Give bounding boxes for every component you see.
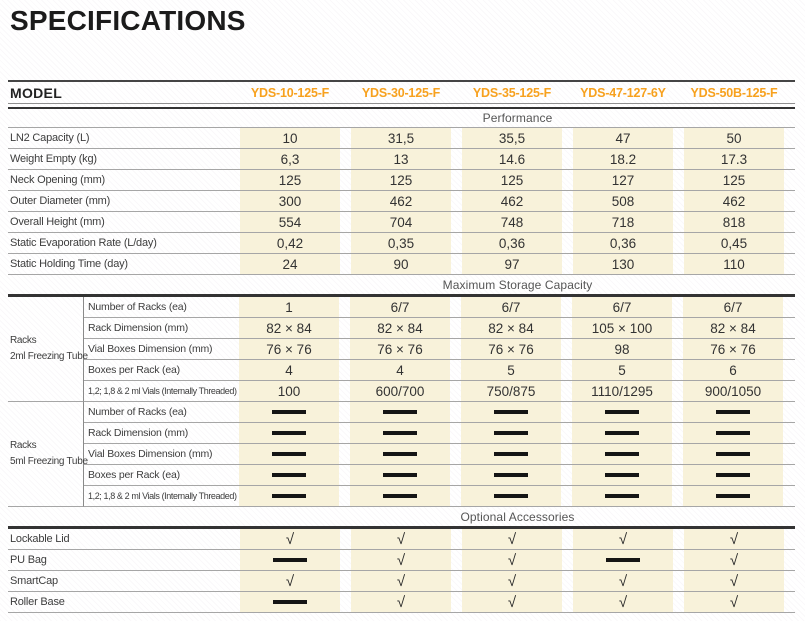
value-cell: 0,42 — [240, 233, 351, 253]
value-cell: 6/7 — [683, 297, 794, 317]
row-label: Rack Dimension (mm) — [88, 322, 189, 334]
value-cell: 4 — [350, 360, 461, 380]
value-cell: 125 — [351, 170, 462, 190]
value-cell — [350, 423, 461, 443]
spec-row — [8, 571, 795, 592]
value-cell: 76 × 76 — [350, 339, 461, 359]
value-cell — [239, 444, 350, 464]
value-cell — [240, 550, 351, 570]
value-cell: 105 × 100 — [572, 318, 683, 338]
model-name: YDS-50B-125-F — [690, 85, 778, 100]
value-cell — [461, 423, 572, 443]
value-cell: 818 — [684, 212, 795, 232]
value-cell: 5 — [572, 360, 683, 380]
value-cell — [351, 571, 462, 591]
dash-mark — [272, 473, 306, 477]
check-mark: √ — [507, 572, 517, 590]
value-cell — [462, 571, 573, 591]
section-header: Optional Accessories — [460, 509, 575, 524]
check-mark: √ — [285, 530, 295, 548]
value-cell — [683, 423, 794, 443]
check-mark: √ — [729, 572, 739, 590]
value-cell — [572, 402, 683, 422]
rack-group-label-line2: 2ml Freezing Tube — [10, 351, 88, 362]
value-cell — [239, 423, 350, 443]
page-title: SPECIFICATIONS — [10, 5, 246, 36]
rack-group — [8, 297, 795, 402]
spec-row — [8, 191, 795, 212]
row-label: 1,2; 1,8 & 2 ml Vials (Internally Threaded) — [88, 491, 237, 501]
dash-mark — [494, 410, 528, 414]
value-cell — [573, 592, 684, 612]
spec-row — [84, 381, 795, 402]
rack-group-label-line1: Racks — [10, 335, 37, 346]
spec-row — [84, 339, 795, 360]
spec-row — [84, 360, 795, 381]
row-label: Number of Racks (ea) — [88, 301, 187, 313]
dash-mark — [383, 431, 417, 435]
rack-group-label — [8, 297, 88, 402]
value-cell: 0,36 — [573, 233, 684, 253]
rack-group-label-line1: Racks — [10, 440, 37, 451]
dash-mark — [383, 452, 417, 456]
row-label: Vial Boxes Dimension (mm) — [88, 448, 213, 460]
value-cell — [683, 465, 794, 485]
model-header-row — [8, 80, 795, 104]
value-cell: 6,3 — [240, 149, 351, 169]
value-cell — [573, 529, 684, 549]
check-mark: √ — [729, 530, 739, 548]
value-cell — [684, 529, 795, 549]
value-cell: 31,5 — [351, 128, 462, 148]
value-cell — [573, 571, 684, 591]
value-cell — [350, 486, 461, 506]
value-cell — [572, 444, 683, 464]
value-cell: 6/7 — [350, 297, 461, 317]
value-cell — [461, 465, 572, 485]
value-cell — [351, 550, 462, 570]
value-cell — [239, 465, 350, 485]
dash-mark — [273, 558, 307, 562]
spec-row — [8, 529, 795, 550]
value-cell: 17.3 — [684, 149, 795, 169]
spec-row — [8, 170, 795, 191]
value-cell: 6/7 — [461, 297, 572, 317]
rack-group-rows — [84, 297, 795, 402]
value-cell: 50 — [684, 128, 795, 148]
dash-mark — [272, 452, 306, 456]
dash-mark — [605, 473, 639, 477]
value-cell: 100 — [239, 381, 350, 401]
dash-mark — [272, 494, 306, 498]
value-cell: 98 — [572, 339, 683, 359]
value-cell — [683, 402, 794, 422]
value-cell: 14.6 — [462, 149, 573, 169]
value-cell — [462, 529, 573, 549]
spec-row — [8, 254, 795, 275]
value-cell: 462 — [684, 191, 795, 211]
value-cell — [350, 444, 461, 464]
value-cell: 508 — [573, 191, 684, 211]
dash-mark — [494, 494, 528, 498]
value-cell: 462 — [351, 191, 462, 211]
value-cell: 462 — [462, 191, 573, 211]
value-cell: 110 — [684, 254, 795, 274]
row-label: Static Evaporation Rate (L/day) — [10, 237, 157, 249]
model-name: YDS-30-125-F — [361, 85, 441, 100]
section-header: Performance — [482, 111, 553, 125]
dash-mark — [273, 600, 307, 604]
check-mark: √ — [396, 530, 406, 548]
spec-row — [84, 423, 795, 444]
value-cell — [461, 402, 572, 422]
model-name: YDS-10-125-F — [250, 85, 330, 100]
dash-mark — [716, 473, 750, 477]
check-mark: √ — [618, 530, 628, 548]
spec-row — [8, 149, 795, 170]
dash-mark — [272, 410, 306, 414]
dash-mark — [605, 494, 639, 498]
value-cell: 748 — [462, 212, 573, 232]
value-cell: 6/7 — [572, 297, 683, 317]
value-cell: 76 × 76 — [461, 339, 572, 359]
spec-row — [84, 297, 795, 318]
spec-table — [8, 80, 795, 613]
spec-row — [8, 550, 795, 571]
check-mark: √ — [618, 572, 628, 590]
spec-row — [84, 486, 795, 507]
value-cell — [462, 592, 573, 612]
row-label: Number of Racks (ea) — [88, 406, 187, 418]
row-label: Roller Base — [10, 596, 65, 608]
value-cell: 97 — [462, 254, 573, 274]
value-cell — [684, 550, 795, 570]
value-cell — [572, 465, 683, 485]
value-cell: 0,35 — [351, 233, 462, 253]
value-cell: 130 — [573, 254, 684, 274]
value-cell — [684, 571, 795, 591]
dash-mark — [383, 494, 417, 498]
spec-row — [8, 212, 795, 233]
value-cell — [240, 529, 351, 549]
section-band — [8, 275, 795, 297]
row-label: Neck Opening (mm) — [10, 174, 106, 186]
value-cell: 125 — [684, 170, 795, 190]
dash-mark — [383, 473, 417, 477]
value-cell: 82 × 84 — [683, 318, 794, 338]
value-cell — [461, 486, 572, 506]
value-cell: 6 — [683, 360, 794, 380]
row-label: Rack Dimension (mm) — [88, 427, 189, 439]
dash-mark — [383, 410, 417, 414]
rack-group-rows — [84, 402, 795, 507]
dash-mark — [494, 452, 528, 456]
row-label: Outer Diameter (mm) — [10, 195, 111, 207]
row-label: 1,2; 1,8 & 2 ml Vials (Internally Threaded) — [88, 386, 237, 396]
spec-row — [84, 402, 795, 423]
check-mark: √ — [507, 551, 517, 569]
value-cell — [461, 444, 572, 464]
dash-mark — [272, 431, 306, 435]
check-mark: √ — [507, 530, 517, 548]
row-label: PU Bag — [10, 554, 47, 566]
value-cell: 13 — [351, 149, 462, 169]
model-name: YDS-47-127-6Y — [580, 85, 666, 100]
check-mark: √ — [396, 572, 406, 590]
value-cell — [462, 550, 573, 570]
value-cell: 76 × 76 — [239, 339, 350, 359]
value-cell — [572, 423, 683, 443]
value-cell: 1110/1295 — [572, 381, 683, 401]
dash-mark — [605, 431, 639, 435]
value-cell — [240, 592, 351, 612]
value-cell: 4 — [239, 360, 350, 380]
dash-mark — [716, 494, 750, 498]
row-label: Weight Empty (kg) — [10, 153, 97, 165]
value-cell: 82 × 84 — [239, 318, 350, 338]
value-cell: 125 — [462, 170, 573, 190]
value-cell: 704 — [351, 212, 462, 232]
value-cell: 750/875 — [461, 381, 572, 401]
spec-row — [8, 233, 795, 254]
value-cell — [350, 465, 461, 485]
dash-mark — [605, 452, 639, 456]
row-label: Boxes per Rack (ea) — [88, 469, 180, 481]
value-cell: 82 × 84 — [461, 318, 572, 338]
value-cell — [240, 571, 351, 591]
value-cell: 127 — [573, 170, 684, 190]
value-cell: 0,45 — [684, 233, 795, 253]
row-label: Overall Height (mm) — [10, 216, 105, 228]
check-mark: √ — [285, 572, 295, 590]
value-cell — [350, 402, 461, 422]
value-cell: 90 — [351, 254, 462, 274]
value-cell: 76 × 76 — [683, 339, 794, 359]
row-label: Boxes per Rack (ea) — [88, 364, 180, 376]
value-cell: 900/1050 — [683, 381, 794, 401]
value-cell: 18.2 — [573, 149, 684, 169]
dash-mark — [716, 452, 750, 456]
model-label: MODEL — [10, 84, 63, 101]
value-cell: 718 — [573, 212, 684, 232]
value-cell: 47 — [573, 128, 684, 148]
value-cell: 1 — [239, 297, 350, 317]
value-cell — [351, 529, 462, 549]
row-label: Lockable Lid — [10, 533, 70, 545]
value-cell — [239, 402, 350, 422]
spec-row — [8, 592, 795, 613]
rack-group-label-line2: 5ml Freezing Tube — [10, 456, 88, 467]
value-cell: 10 — [240, 128, 351, 148]
check-mark: √ — [729, 593, 739, 611]
row-label: Static Holding Time (day) — [10, 258, 128, 270]
value-cell: 600/700 — [350, 381, 461, 401]
spec-row — [84, 444, 795, 465]
check-mark: √ — [729, 551, 739, 569]
rack-group-label — [8, 402, 88, 507]
value-cell — [684, 592, 795, 612]
value-cell: 125 — [240, 170, 351, 190]
value-cell: 0,36 — [462, 233, 573, 253]
spec-row — [8, 128, 795, 149]
row-label: LN2 Capacity (L) — [10, 132, 90, 144]
dash-mark — [494, 431, 528, 435]
value-cell: 300 — [240, 191, 351, 211]
value-cell: 5 — [461, 360, 572, 380]
row-label: SmartCap — [10, 575, 58, 587]
dash-mark — [606, 558, 640, 562]
check-mark: √ — [396, 593, 406, 611]
model-name: YDS-35-125-F — [472, 85, 552, 100]
value-cell: 554 — [240, 212, 351, 232]
value-cell — [573, 550, 684, 570]
rack-group — [8, 402, 795, 507]
section-header: Maximum Storage Capacity — [442, 277, 593, 292]
check-mark: √ — [396, 551, 406, 569]
value-cell — [683, 486, 794, 506]
value-cell: 35,5 — [462, 128, 573, 148]
section-band — [8, 507, 795, 529]
spec-row — [84, 318, 795, 339]
dash-mark — [605, 410, 639, 414]
value-cell: 24 — [240, 254, 351, 274]
section-band — [8, 107, 795, 128]
value-cell: 82 × 84 — [350, 318, 461, 338]
value-cell — [572, 486, 683, 506]
check-mark: √ — [507, 593, 517, 611]
dash-mark — [494, 473, 528, 477]
value-cell — [683, 444, 794, 464]
dash-mark — [716, 410, 750, 414]
row-label: Vial Boxes Dimension (mm) — [88, 343, 213, 355]
dash-mark — [716, 431, 750, 435]
value-cell — [351, 592, 462, 612]
check-mark: √ — [618, 593, 628, 611]
value-cell — [239, 486, 350, 506]
spec-row — [84, 465, 795, 486]
